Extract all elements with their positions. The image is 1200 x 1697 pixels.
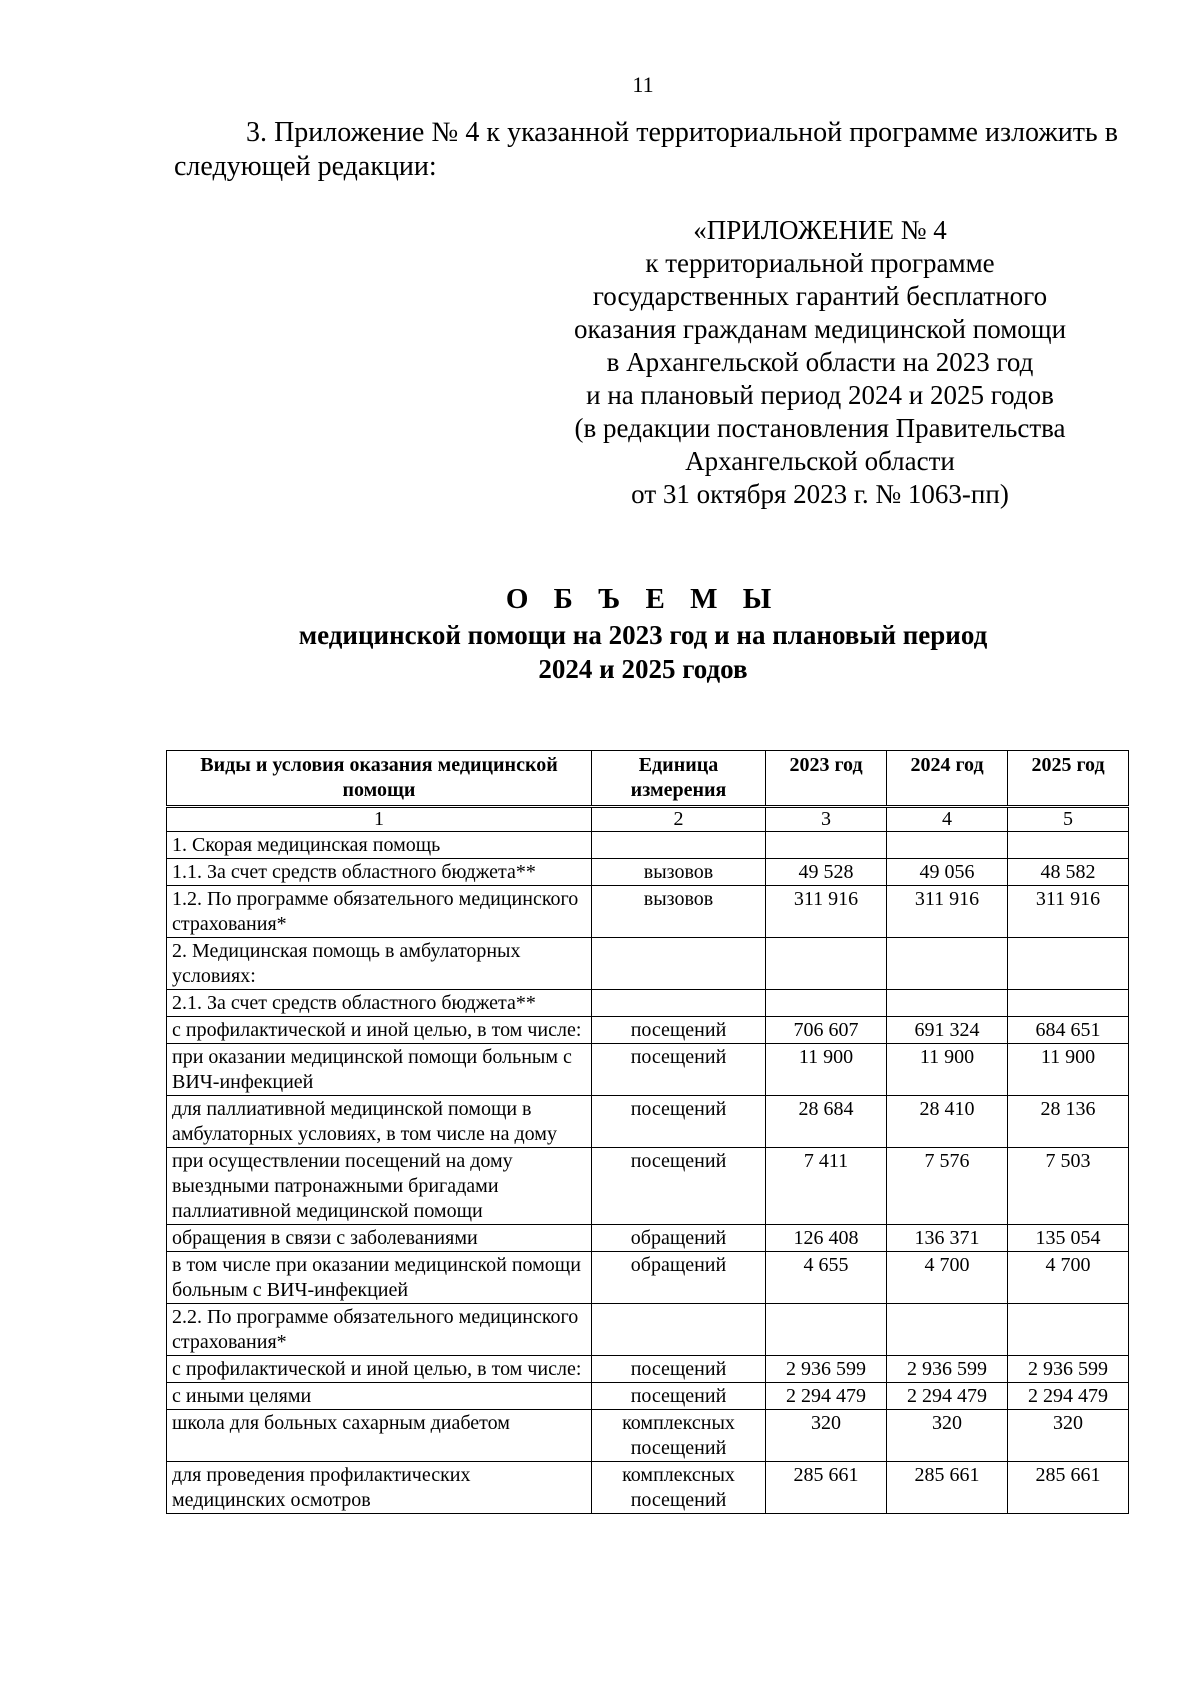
value-cell: 49 528	[766, 859, 887, 886]
table-row	[167, 1304, 1129, 1356]
value-cell: 28 136	[1008, 1096, 1129, 1148]
unit-cell	[592, 938, 766, 990]
value-cell: 28 410	[887, 1096, 1008, 1148]
table-row	[167, 1044, 1129, 1096]
value-cell: 2 294 479	[887, 1383, 1008, 1410]
value-cell	[887, 938, 1008, 990]
value-cell: 4 655	[766, 1252, 887, 1304]
row-label-cell: 2. Медицинская помощь в амбулаторных условиях:	[167, 938, 592, 990]
unit-cell: вызовов	[592, 886, 766, 938]
unit-cell: посещений	[592, 1148, 766, 1225]
value-cell	[1008, 1304, 1129, 1356]
table-row	[167, 1410, 1129, 1462]
unit-cell: посещений	[592, 1017, 766, 1044]
value-cell: 691 324	[887, 1017, 1008, 1044]
header-cell: 2025 год	[1008, 751, 1129, 807]
table-row	[167, 859, 1129, 886]
table-row	[167, 1252, 1129, 1304]
value-cell: 11 900	[1008, 1044, 1129, 1096]
value-cell: 684 651	[1008, 1017, 1129, 1044]
value-cell	[1008, 938, 1129, 990]
table-row	[167, 1148, 1129, 1225]
table-row	[167, 1462, 1129, 1514]
appendix-line: и на плановый период 2024 и 2025 годов	[586, 380, 1054, 410]
value-cell	[1008, 832, 1129, 859]
value-cell: 320	[1008, 1410, 1129, 1462]
table-header-row	[167, 751, 1129, 807]
table-row	[167, 1017, 1129, 1044]
value-cell: 311 916	[887, 886, 1008, 938]
unit-cell	[592, 1304, 766, 1356]
row-label-cell: с профилактической и иной целью, в том числе:	[167, 1356, 592, 1383]
unit-cell: посещений	[592, 1096, 766, 1148]
value-cell: 4 700	[887, 1252, 1008, 1304]
appendix-line: в Архангельской области на 2023 год	[606, 347, 1034, 377]
table-row	[167, 938, 1129, 990]
appendix-line: от 31 октября 2023 г. № 1063-пп)	[631, 479, 1009, 509]
unit-cell: вызовов	[592, 859, 766, 886]
row-label-cell: для паллиативной медицинской помощи в амбулаторных условиях, в том числе на дому	[167, 1096, 592, 1148]
value-cell: 2 936 599	[887, 1356, 1008, 1383]
value-cell: 320	[766, 1410, 887, 1462]
row-label-cell: при осуществлении посещений на дому выездными патронажными бригадами паллиативной медицинской помощи	[167, 1148, 592, 1225]
appendix-line: «ПРИЛОЖЕНИЕ № 4	[693, 215, 947, 245]
value-cell	[766, 832, 887, 859]
row-label-cell: при оказании медицинской помощи больным с ВИЧ-инфекцией	[167, 1044, 592, 1096]
value-cell: 706 607	[766, 1017, 887, 1044]
index-cell: 5	[1008, 807, 1129, 832]
value-cell: 11 900	[887, 1044, 1008, 1096]
value-cell: 11 900	[766, 1044, 887, 1096]
table-row	[167, 990, 1129, 1017]
value-cell: 2 294 479	[1008, 1383, 1129, 1410]
header-cell: Виды и условия оказания медицинской помощи	[167, 751, 592, 807]
value-cell: 2 936 599	[1008, 1356, 1129, 1383]
unit-cell: комплексных посещений	[592, 1410, 766, 1462]
appendix-header	[560, 214, 1080, 511]
table-row	[167, 1356, 1129, 1383]
unit-cell: комплексных посещений	[592, 1462, 766, 1514]
unit-cell	[592, 990, 766, 1017]
row-label-cell: с иными целями	[167, 1383, 592, 1410]
value-cell: 7 411	[766, 1148, 887, 1225]
intro-paragraph: 3. Приложение № 4 к указанной территориальной программе изложить в следующей редакции:	[174, 117, 1118, 182]
header-cell: 2023 год	[766, 751, 887, 807]
appendix-line: оказания гражданам медицинской помощи	[573, 314, 1067, 344]
row-label-cell: 1.1. За счет средств областного бюджета**	[167, 859, 592, 886]
row-label-cell: 2.1. За счет средств областного бюджета**	[167, 990, 592, 1017]
unit-cell: обращений	[592, 1252, 766, 1304]
header-cell: 2024 год	[887, 751, 1008, 807]
value-cell: 136 371	[887, 1225, 1008, 1252]
appendix-line: государственных гарантий бесплатного	[592, 281, 1048, 311]
table-row	[167, 886, 1129, 938]
value-cell: 320	[887, 1410, 1008, 1462]
row-label-cell: в том числе при оказании медицинской помощи больным с ВИЧ-инфекцией	[167, 1252, 592, 1304]
value-cell: 311 916	[766, 886, 887, 938]
volumes-table	[166, 750, 1129, 1514]
value-cell: 2 294 479	[766, 1383, 887, 1410]
value-cell: 311 916	[1008, 886, 1129, 938]
value-cell	[887, 832, 1008, 859]
value-cell: 285 661	[1008, 1462, 1129, 1514]
unit-cell: посещений	[592, 1383, 766, 1410]
value-cell: 7 576	[887, 1148, 1008, 1225]
table-row	[167, 1225, 1129, 1252]
row-label-cell: 1.2. По программе обязательного медицинского страхования*	[167, 886, 592, 938]
value-cell	[1008, 990, 1129, 1017]
index-cell: 1	[167, 807, 592, 832]
row-label-cell: с профилактической и иной целью, в том числе:	[167, 1017, 592, 1044]
value-cell	[766, 990, 887, 1017]
value-cell: 285 661	[887, 1462, 1008, 1514]
value-cell: 48 582	[1008, 859, 1129, 886]
table-row	[167, 1383, 1129, 1410]
unit-cell: посещений	[592, 1044, 766, 1096]
title-line: 2024 и 2025 годов	[538, 654, 748, 684]
value-cell	[887, 990, 1008, 1017]
row-label-cell: 1. Скорая медицинская помощь	[167, 832, 592, 859]
unit-cell: обращений	[592, 1225, 766, 1252]
value-cell: 126 408	[766, 1225, 887, 1252]
value-cell	[766, 1304, 887, 1356]
index-cell: 4	[887, 807, 1008, 832]
appendix-line: (в редакции постановления Правительства	[574, 413, 1066, 443]
index-cell: 3	[766, 807, 887, 832]
title-line: медицинской помощи на 2023 год и на плановый период	[298, 620, 988, 650]
row-label-cell: обращения в связи с заболеваниями	[167, 1225, 592, 1252]
value-cell: 135 054	[1008, 1225, 1129, 1252]
row-label-cell: школа для больных сахарным диабетом	[167, 1410, 592, 1462]
title-spaced: О Б Ъ Е М Ы	[505, 583, 781, 615]
value-cell: 7 503	[1008, 1148, 1129, 1225]
index-cell: 2	[592, 807, 766, 832]
table-row	[167, 1096, 1129, 1148]
header-cell: Единица измерения	[592, 751, 766, 807]
value-cell: 28 684	[766, 1096, 887, 1148]
document-title	[0, 580, 1200, 686]
value-cell	[766, 938, 887, 990]
value-cell: 49 056	[887, 859, 1008, 886]
unit-cell: посещений	[592, 1356, 766, 1383]
row-label-cell: 2.2. По программе обязательного медицинского страхования*	[167, 1304, 592, 1356]
appendix-line: Архангельской области	[685, 446, 955, 476]
value-cell	[887, 1304, 1008, 1356]
page-number: 11	[632, 72, 654, 97]
value-cell: 285 661	[766, 1462, 887, 1514]
value-cell: 2 936 599	[766, 1356, 887, 1383]
unit-cell	[592, 832, 766, 859]
table-row	[167, 832, 1129, 859]
appendix-line: к территориальной программе	[645, 248, 995, 278]
column-index-row	[167, 807, 1129, 832]
value-cell: 4 700	[1008, 1252, 1129, 1304]
row-label-cell: для проведения профилактических медицинских осмотров	[167, 1462, 592, 1514]
